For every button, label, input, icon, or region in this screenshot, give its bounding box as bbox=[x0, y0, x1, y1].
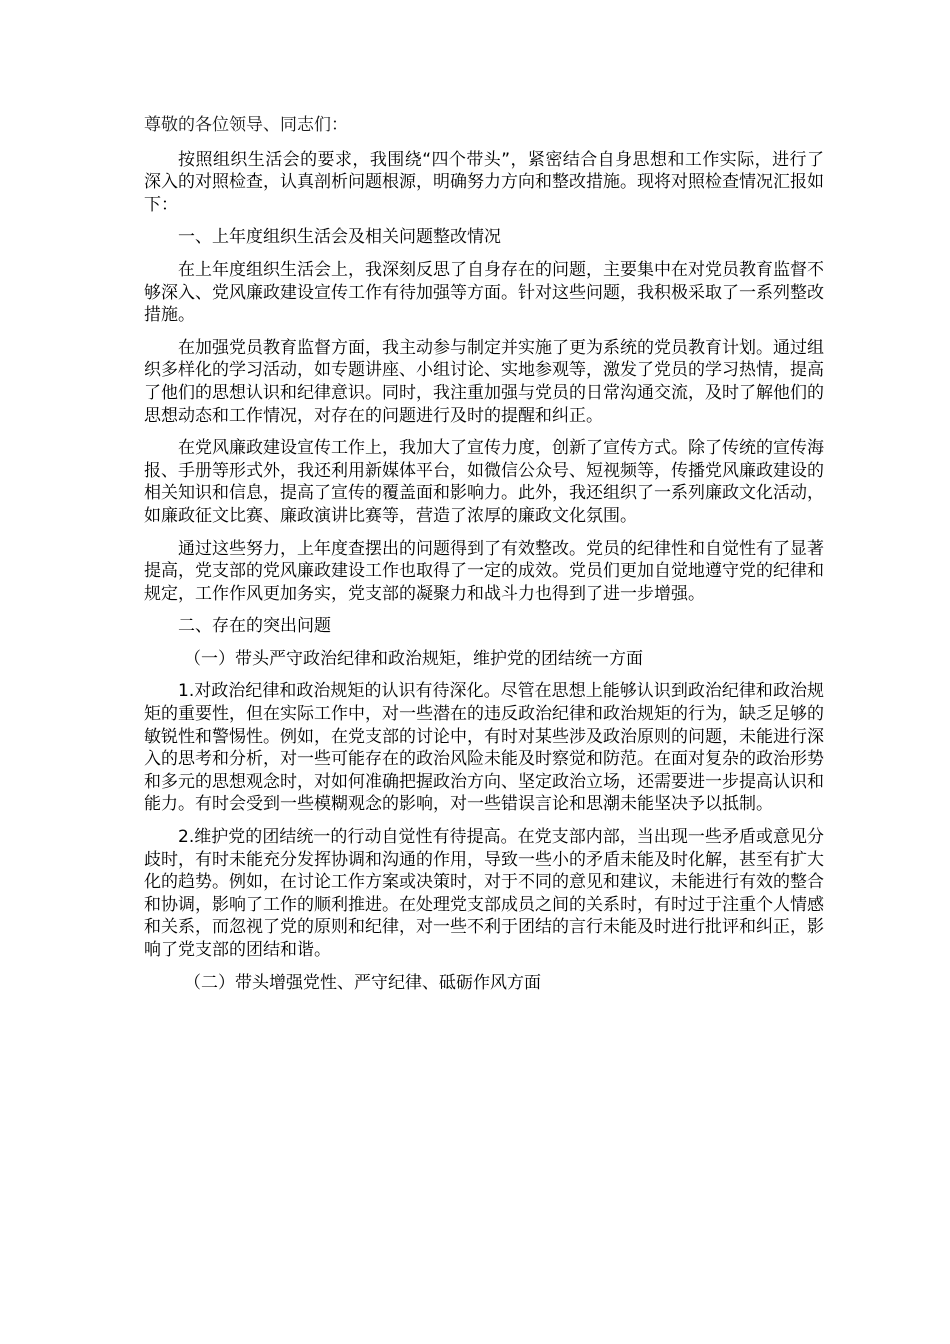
subsection-heading-1: （一）带头严守政治纪律和政治规矩，维护党的团结统一方面 bbox=[184, 648, 643, 669]
paragraph: 2.维护党的团结统一的行动自觉性有待提高。在党支部内部，当出现一些矛盾或意见分歧时，有时未能充分发挥协调和沟通的作用，导致一些小的矛盾未能及时化解，甚至有扩大化的趋势。例如，在讨论工作方案或决策时，对于不同的意见和建议，未能进行有效的整合和协调，影响了工作的顺利推进。在处理党支部成员之间的关系时，有时过于注重个人情感和关系，而忽视了党的原则和纪律，对一些不利于团结的言行未能及时进行批评和纠正，影响了党支部的团结和谐。 bbox=[144, 827, 824, 960]
intro-paragraph: 按照组织生活会的要求，我围绕“四个带头”，紧密结合自身思想和工作实际，进行了深入的对照检查，认真剖析问题根源，明确努力方向和整改措施。现将对照检查情况汇报如下： bbox=[144, 149, 824, 215]
paragraph: 在党风廉政建设宣传工作上，我加大了宣传力度，创新了宣传方式。除了传统的宣传海报、手册等形式外，我还利用新媒体平台，如微信公众号、短视频等，传播党风廉政建设的相关知识和信息，提高了宣传的覆盖面和影响力。此外，我还组织了一系列廉政文化活动，如廉政征文比赛、廉政演讲比赛等，营造了浓厚的廉政文化氛围。 bbox=[144, 438, 824, 526]
paragraph: 1.对政治纪律和政治规矩的认识有待深化。尽管在思想上能够认识到政治纪律和政治规矩的重要性，但在实际工作中，对一些潜在的违反政治纪律和政治规矩的行为，缺乏足够的敏锐性和警惕性。例如，在党支部的讨论中，有时对某些涉及政治原则的问题，未能进行深入的思考和分析，对一些可能存在的政治风险未能及时察觉和防范。在面对复杂的政治形势和多元的思想观念时，对如何准确把握政治方向、坚定政治立场，还需要进一步提高认识和能力。有时会受到一些模糊观念的影响，对一些错误言论和思潮未能坚决予以抵制。 bbox=[144, 681, 824, 815]
paragraph: 在上年度组织生活会上，我深刻反思了自身存在的问题，主要集中在对党员教育监督不够深入、党风廉政建设宣传工作有待加强等方面。针对这些问题，我积极采取了一系列整改措施。 bbox=[144, 259, 824, 326]
paragraph: 在加强党员教育监督方面，我主动参与制定并实施了更为系统的党员教育计划。通过组织多样化的学习活动，如专题讲座、小组讨论、实地参观等，激发了党员的学习热情，提高了他们的思想认识和纪律意识。同时，我注重加强与党员的日常沟通交流，及时了解他们的思想动态和工作情况，对存在的问题进行及时的提醒和纠正。 bbox=[144, 337, 824, 426]
document-body bbox=[144, 114, 824, 1004]
section-heading-2: 二、存在的突出问题 bbox=[178, 616, 331, 637]
paragraph: 通过这些努力，上年度查摆出的问题得到了有效整改。党员的纪律性和自觉性有了显著提高，党支部的党风廉政建设工作也取得了一定的成效。党员们更加自觉地遵守党的纪律和规定，工作作风更加务实，党支部的凝聚力和战斗力也得到了进一步增强。 bbox=[144, 538, 824, 604]
salutation: 尊敬的各位领导、同志们： bbox=[144, 115, 348, 135]
subsection-heading-2: （二）带头增强党性、严守纪律、砥砺作风方面 bbox=[184, 972, 541, 993]
section-heading-1: 一、上年度组织生活会及相关问题整改情况 bbox=[178, 227, 501, 248]
